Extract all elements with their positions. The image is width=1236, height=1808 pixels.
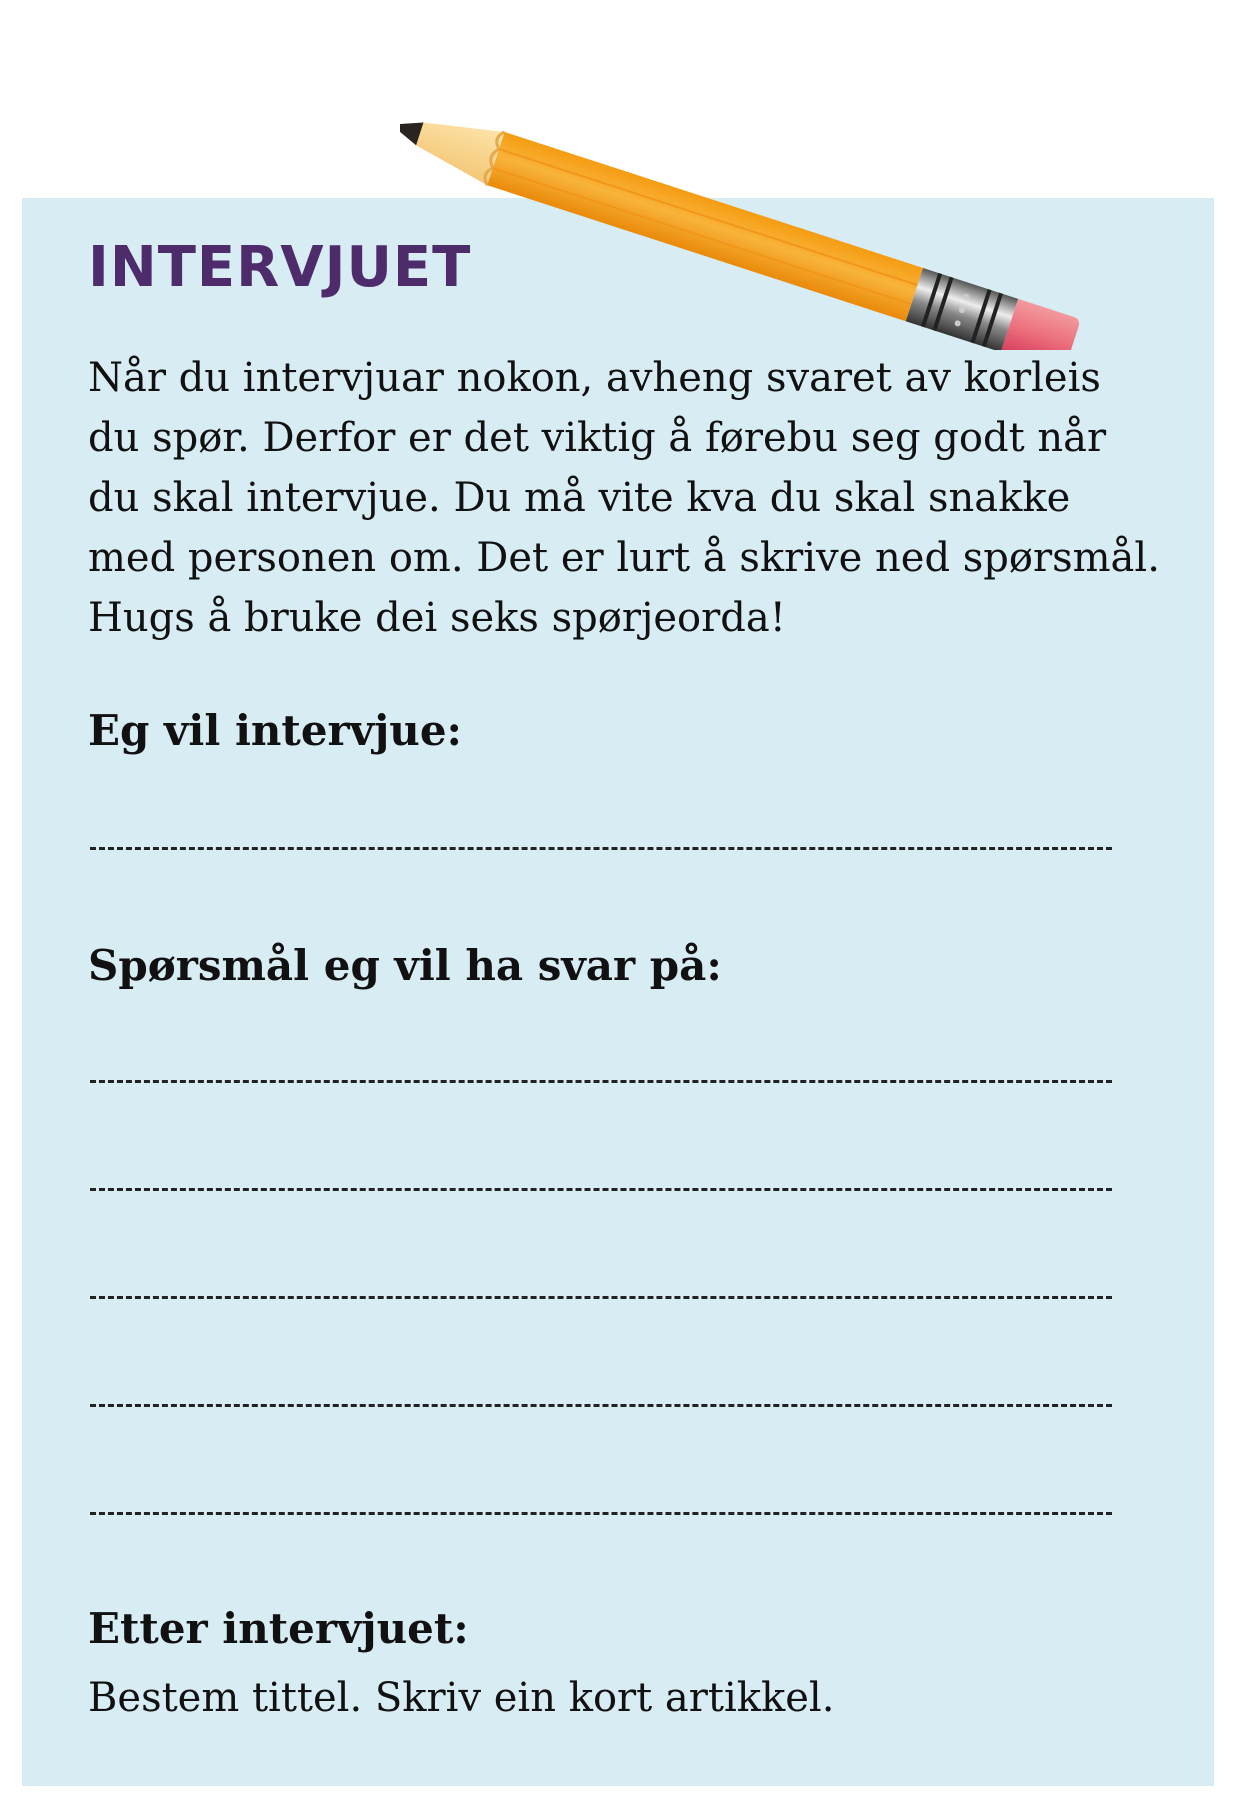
after-interview-text: Bestem tittel. Skriv ein kort artikkel. [88, 1675, 835, 1721]
questions-label: Spørsmål eg vil ha svar på: [88, 941, 722, 990]
question-answer-line[interactable] [90, 1188, 1112, 1191]
interviewee-answer-line[interactable] [90, 847, 1112, 850]
pencil-icon [400, 60, 1180, 350]
intro-paragraph [88, 348, 1188, 648]
question-answer-line[interactable] [90, 1512, 1112, 1515]
intro-line: Når du intervjuar nokon, avheng svaret av korleis [88, 355, 1101, 401]
worksheet-title: INTERVJUET [88, 235, 472, 300]
question-answer-line[interactable] [90, 1404, 1112, 1407]
interviewee-label: Eg vil intervjue: [88, 706, 463, 755]
question-answer-line[interactable] [90, 1296, 1112, 1299]
after-interview-label: Etter intervjuet: [88, 1604, 469, 1653]
intro-line: med personen om. Det er lurt å skrive ned spørsmål. [88, 535, 1160, 581]
intro-line: Hugs å bruke dei seks spørjeorda! [88, 595, 786, 641]
question-answer-line[interactable] [90, 1080, 1112, 1083]
intro-line: du spør. Derfor er det viktig å førebu seg godt når [88, 415, 1107, 461]
intro-line: du skal intervjue. Du må vite kva du skal snakke [88, 475, 1071, 521]
